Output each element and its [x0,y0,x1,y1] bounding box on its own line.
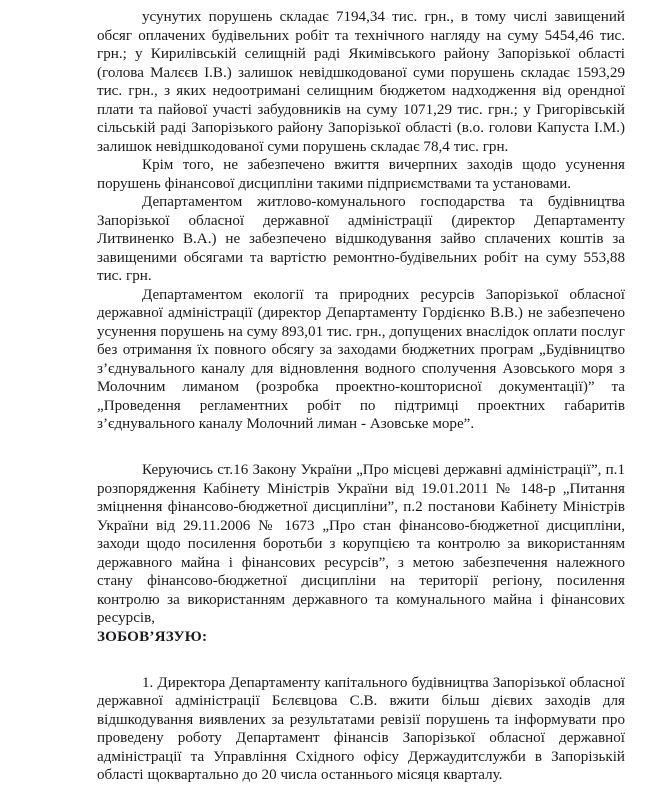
spacer-before-item-1 [97,646,625,665]
spacer-before-legal-basis [97,434,625,453]
paragraph-additionally: Крім того, не забезпечено вжиття вичерпних заходів щодо усунення порушень фінансової дисципліни такими підприємствами та установами. [97,157,625,192]
paragraph-ecology-department: Департаментом екології та природних ресурсів Запорізької обласної державної адміністрації (директор Департаменту Гордієнко В.В.) не забезпечено усунення порушень на суму 893,01 тис. грн., допущених внаслідок оплати послуг без отримання їх повного обсягу за заходами бюджетних програм „Будівництво з’єднувального каналу для відновлення водного сполучення Азовського моря з Молочним лиманом (розробка проектно-кошторисної документації)” та „Проведення регламентних робіт по підтримці проектних габаритів з’єднувального каналу Молочний лиман - Азовське море”. [97,286,625,432]
paragraph-item-1: 1. Директора Департаменту капітального будівництва Запорізької обласної державної адміністрації Бєлєвцова С.В. вжити більш дієвих заходів для відшкодування виявлених за результатами ревізії порушень та інформувати про проведену роботу Департамент фінансів Запорізької обласної державної адміністрації та Управління Східного офісу Держаудитслужби в Запорізькій області щоквартально до 20 числа останнього місяця кварталу. [97,674,625,783]
paragraph-housing-department: Департаментом житлово-комунального господарства та будівництва Запорізької обласної державної адміністрації (директор Департаменту Литвиненко В.А.) не забезпечено відшкодування зайво сплачених коштів за завищеними обсягами та вартістю ремонтно-будівельних робіт на суму 553,88 тис. грн. [97,194,625,284]
spacer-before-legal-basis-extra [97,452,625,461]
paragraph-legal-basis: Керуючись ст.16 Закону України „Про місцеві державні адміністрації”, п.1 розпорядження Кабінету Міністрів України від 19.01.2011 № 148-р „Питання зміцнення фінансово-бюджетної дисципліни”, п.2 постанови Кабінету Міністрів України від 29.11.2006 № 1673 „Про стан фінансово-бюджетної дисципліни, заходи щодо посилення боротьби з корупцією та контролю за використанням державного майна і фінансових ресурсів”, з метою забезпечення належного стану фінансово-бюджетної дисципліни на території регіону, посилення контролю за використанням державного та комунального майна і фінансових ресурсів, [97,462,625,626]
spacer-before-item-1-extra [97,665,625,674]
document-text-body [97,8,625,785]
paragraph-violations-summary: усунутих порушень складає 7194,34 тис. грн., в тому числі завищений обсяг оплачених будівельних робіт та технічного нагляду на суму 5454,46 тис. грн.; у Кирилівській селищній раді Якимівського району Запорізької області (голова Малєєв І.В.) залишок невідшкодованої суми порушень складає 1593,29 тис. грн., з яких недоотримані селищним бюджетом надходження від орендної плати та пайової участі забудовників на суму 1071,29 тис. грн.; у Григорівській сільській раді Запорізького району Запорізької області (в.о. голови Капуста І.М.) залишок невідшкодованої суми порушень складає 78,4 тис. грн. [97,9,625,155]
heading-oath: ЗОБОВ’ЯЗУЮ: [97,628,208,645]
